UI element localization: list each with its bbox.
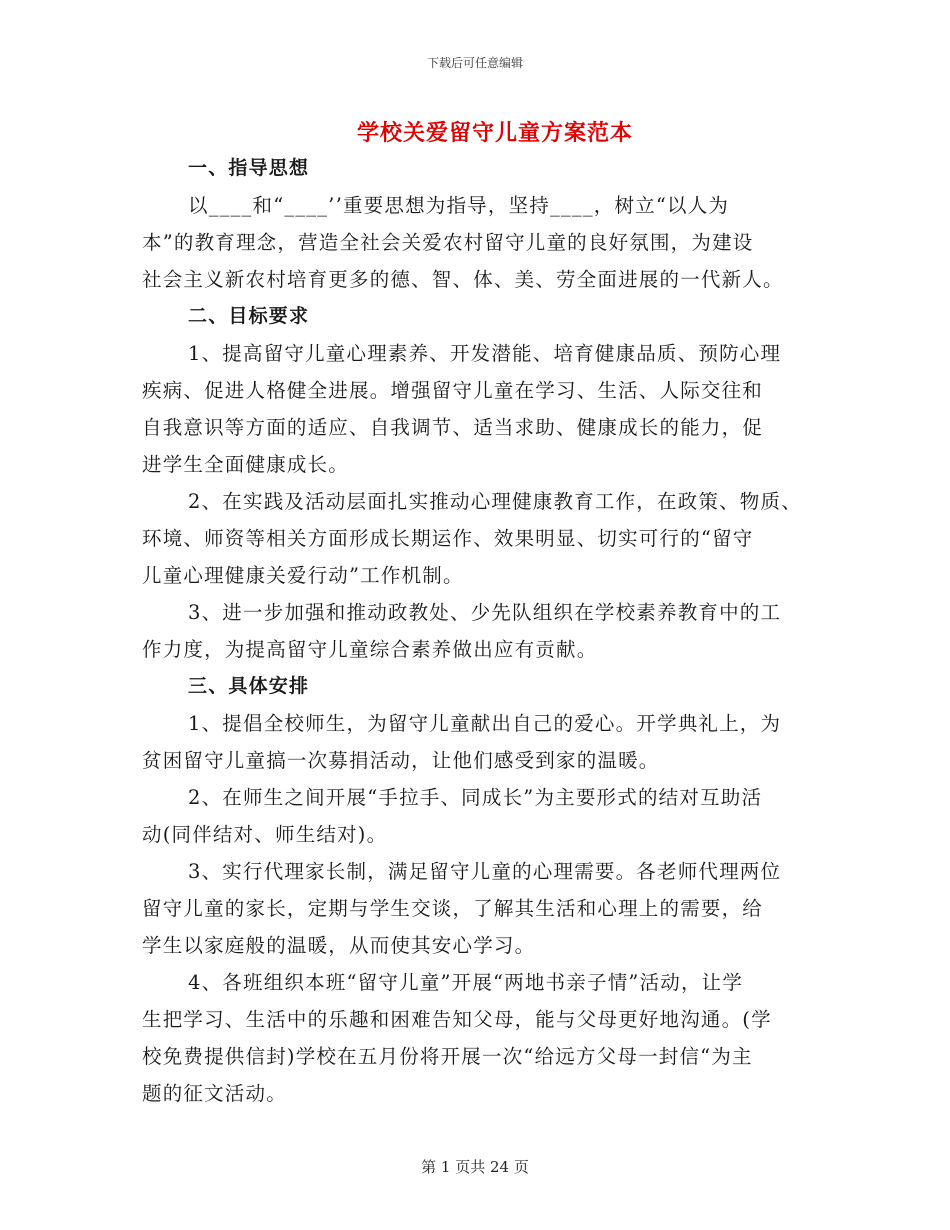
paragraph-line: 贫困留守儿童搞一次募捐活动，让他们感受到家的温暖。 — [142, 749, 660, 772]
paragraph-line: 题的征文活动。 — [142, 1082, 287, 1105]
paragraph-line: 生把学习、生活中的乐趣和困难告知父母，能与父母更好地沟通。(学 — [142, 1008, 772, 1031]
paragraph-line: 自我意识等方面的适应、自我调节、适当求助、健康成长的能力，促 — [142, 416, 764, 439]
paragraph-line: 1、提倡全校师生，为留守儿童献出自己的爱心。开学典礼上，为 — [188, 712, 782, 735]
paragraph-line: 2、在师生之间开展“手拉手、同成长”为主要形式的结对互助活 — [188, 786, 763, 809]
paragraph-line: 疾病、促进人格健全进展。增强留守儿童在学习、生活、人际交往和 — [142, 379, 764, 402]
paragraph-line: 作力度，为提高留守儿童综合素养做出应有贡献。 — [142, 638, 598, 661]
section-heading-arrangements: 三、具体安排 — [188, 675, 310, 697]
paragraph-line: 本”的教育理念，营造全社会关爱农村留守儿童的良好氛围，为建设 — [142, 231, 754, 254]
paragraph-line: 4、各班组织本班“留守儿童”开展“两地书亲子情”活动，让学 — [188, 971, 744, 994]
paragraph-line: 1、提高留守儿童心理素养、开发潜能、培育健康品质、预防心理 — [188, 342, 782, 365]
paragraph-line: 社会主义新农村培育更多的德、智、体、美、劳全面进展的一代新人。 — [142, 268, 784, 291]
paragraph-line: 学生以家庭般的温暖，从而使其安心学习。 — [142, 934, 536, 957]
page-footer: 第 1 页共 24 页 — [421, 1158, 529, 1176]
document-body — [142, 150, 822, 1112]
paragraph-line: 留守儿童的家长，定期与学生交谈，了解其生活和心理上的需要，给 — [142, 897, 764, 920]
paragraph-line: 儿童心理健康关爱行动”工作机制。 — [142, 564, 464, 587]
document-title: 学校关爱留守儿童方案范本 — [356, 120, 633, 146]
section-heading-goals: 二、目标要求 — [188, 305, 310, 327]
paragraph-line: 环境、师资等相关方面形成长期运作、效果明显、切实可行的“留守 — [142, 527, 754, 550]
paragraph-line: 以____和“____’’重要思想为指导，坚持____，树立“以人为 — [188, 194, 730, 217]
paragraph-line: 动(同伴结对、师生结对)。 — [142, 823, 388, 846]
paragraph-line: 3、进一步加强和推动政教处、少先队组织在学校素养教育中的工 — [188, 601, 782, 624]
section-heading-guiding-thought: 一、指导思想 — [188, 157, 310, 179]
header-note: 下载后可任意编辑 — [426, 56, 523, 70]
paragraph-line: 校免费提供信封)学校在五月份将开展一次“给远方父母一封信“为主 — [142, 1045, 753, 1068]
paragraph-line: 进学生全面健康成长。 — [142, 453, 350, 476]
paragraph-line: 2、在实践及活动层面扎实推动心理健康教育工作，在政策、物质、 — [188, 490, 802, 513]
paragraph-line: 3、实行代理家长制，满足留守儿童的心理需要。各老师代理两位 — [188, 860, 782, 883]
